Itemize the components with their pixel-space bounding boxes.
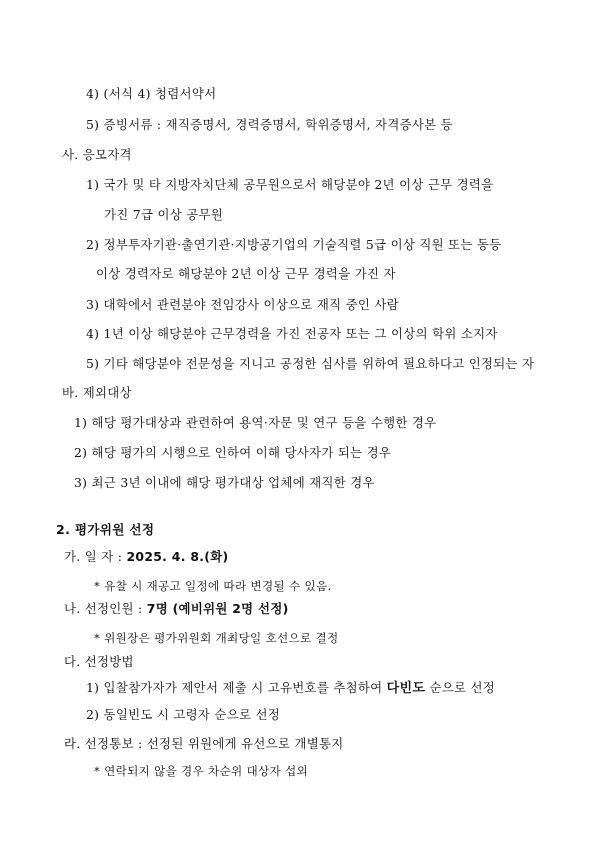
qualification-1-line2: 가진 7급 이상 공무원 (104, 207, 224, 222)
qualification-2-line1: 2) 정부투자기관·출연기관·지방공기업의 기술직렬 5급 이상 직원 또는 동등 (86, 237, 502, 252)
date-row (64, 549, 228, 565)
exclusion-2: 2) 해당 평가의 시행으로 인하여 이해 당사자가 되는 경우 (74, 445, 392, 460)
section-qualifications-heading: 사. 응모자격 (62, 147, 132, 162)
date-value: 2025. 4. 8.(화) (126, 549, 229, 564)
method-1-text-a: 1) 입찰참가자가 제안서 제출 시 고유번호를 추첨하여 (86, 680, 387, 695)
qualification-3: 3) 대학에서 관련분야 전임강사 이상으로 재직 중인 사람 (86, 297, 399, 312)
item-4-pledge-form: 4) (서식 4) 청렴서약서 (86, 86, 217, 101)
item-5-evidence-docs: 5) 증빙서류 : 재직증명서, 경력증명서, 학위증명서, 자격증사본 등 (86, 117, 453, 132)
count-value: 7명 (예비위원 2명 선정) (146, 601, 289, 616)
exclusion-1: 1) 해당 평가대상과 관련하여 용역·자문 및 연구 등을 수행한 경우 (74, 415, 437, 430)
notification-note: * 연락되지 않을 경우 차순위 대상자 섭외 (94, 764, 309, 778)
qualification-5: 5) 기타 해당분야 전문성을 지니고 공정한 심사를 위하여 필요하다고 인정되는 자 (86, 356, 535, 371)
notification-row: 라. 선정통보 : 선정된 위원에게 유선으로 개별통지 (64, 736, 344, 751)
date-label: 가. 일 자 : (64, 549, 127, 564)
count-row (64, 601, 289, 617)
count-label: 나. 선정인원 : (64, 601, 147, 616)
exclusion-3: 3) 최근 3년 이내에 해당 평가대상 업체에 재직한 경우 (74, 475, 375, 490)
method-2: 2) 동일빈도 시 고령자 순으로 선정 (86, 707, 281, 722)
count-note: * 위원장은 평가위원회 개최당일 호선으로 결정 (94, 631, 339, 645)
method-1-text-b: 순으로 선정 (425, 680, 496, 695)
qualification-2-line2: 이상 경력자로 해당분야 2년 이상 근무 경력을 가진 자 (96, 266, 396, 281)
qualification-1-line1: 1) 국가 및 타 지방자치단체 공무원으로서 해당분야 2년 이상 근무 경력을 (86, 177, 494, 192)
method-1 (86, 680, 495, 697)
section-2-heading: 2. 평가위원 선정 (56, 522, 155, 537)
date-note: * 유찰 시 재공고 일정에 따라 변경될 수 있음. (94, 579, 332, 593)
method-1-emphasis: 다빈도 (386, 681, 426, 696)
section-exclusions-heading: 바. 제외대상 (62, 385, 132, 400)
qualification-4: 4) 1년 이상 해당분야 근무경력을 가진 전공자 또는 그 이상의 학위 소지자 (86, 326, 498, 341)
method-heading: 다. 선정방법 (64, 654, 134, 669)
